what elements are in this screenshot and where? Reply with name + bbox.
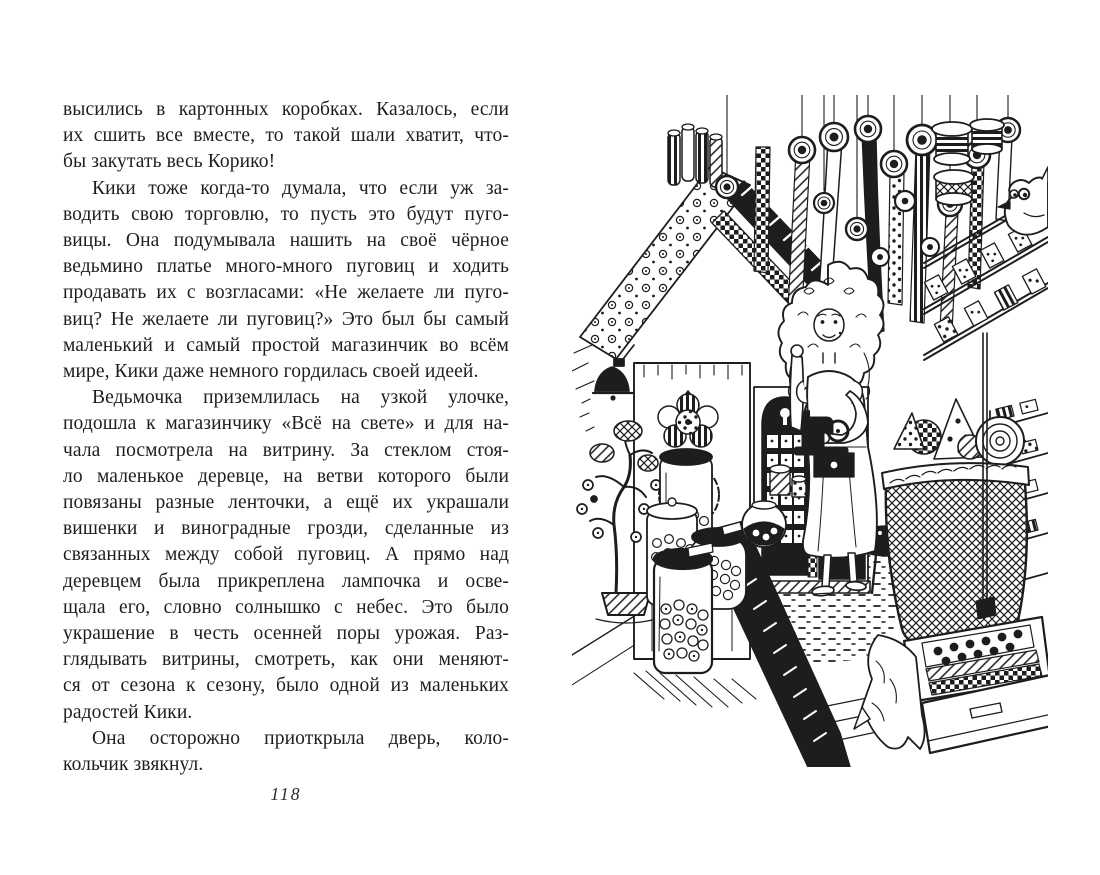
bobbin bbox=[895, 191, 915, 211]
fabric-tray bbox=[854, 617, 1048, 753]
bobbin bbox=[789, 137, 815, 163]
shop-illustration bbox=[572, 95, 1048, 767]
text-line: вишенки и виноградные грозди, сделанные из bbox=[63, 518, 509, 540]
bobbin bbox=[820, 123, 848, 151]
text-line: радостей Кики. bbox=[63, 701, 193, 723]
bobbin bbox=[814, 193, 834, 213]
text-line: украшение в честь осенней поры урожая. Раз- bbox=[63, 623, 509, 645]
text-line: подошла к магазинчику «Всё на свете» и для на- bbox=[63, 413, 509, 435]
text-line: продавать их с возгласами: «Не желаете ли пуго- bbox=[63, 282, 509, 304]
text-line: ведьмино платье много-много пуговиц и ходить bbox=[63, 256, 509, 278]
text-line: связанных между собой пуговиц. А прямо над bbox=[63, 544, 509, 566]
text-line: деревцем была прикреплена лампочка и осве- bbox=[63, 570, 509, 592]
text-line: чала посмотрела на витрину. За стеклом стоя- bbox=[63, 439, 509, 461]
thread-spools bbox=[932, 119, 1004, 205]
text-column bbox=[63, 97, 509, 778]
text-line: вицы. Она подумывала нашить на своё чёрное bbox=[63, 230, 509, 252]
text-line: глядывать витрины, смотреть, как они меняют- bbox=[63, 649, 509, 671]
text-line: Кики тоже когда-то думала, что если уж за- bbox=[92, 177, 509, 199]
text-line: ся от сезона к сезону, было одной из маленьких bbox=[63, 675, 509, 697]
text-line: водить свою торговлю, то пусть это будут пуго- bbox=[63, 203, 509, 225]
bobbin bbox=[871, 248, 889, 266]
bobbin bbox=[716, 176, 738, 198]
text-line: кольчик звякнул. bbox=[63, 754, 204, 776]
bobbin bbox=[855, 116, 881, 142]
fabric-bolts bbox=[668, 124, 722, 187]
bobbin bbox=[921, 238, 939, 256]
text-line: мире, Кики даже немного гордилась своей идеей. bbox=[63, 361, 479, 383]
text-line: Ведьмочка приземлилась на узкой улочке, bbox=[92, 387, 509, 409]
text-line: их сшить все вместе, то такой шали хватит, что- bbox=[63, 125, 509, 147]
text-line: высились в картонных коробках. Казалось, если bbox=[63, 99, 509, 120]
bobbin bbox=[846, 218, 868, 240]
text-line: бы закутать весь Корико! bbox=[63, 151, 276, 173]
text-line: щала его, словно солнышко с небес. Это было bbox=[63, 596, 509, 618]
page-number: 118 bbox=[270, 784, 302, 804]
woven-basket bbox=[882, 399, 1029, 643]
text-line: маленький и самый простой магазинчик во всём bbox=[63, 334, 509, 356]
text-line: ло маленькое деревце, на ветви которого были bbox=[63, 465, 509, 487]
text-line: виц? Не желаете ли пуговиц?» Это был бы самый bbox=[63, 308, 509, 330]
text-line: Она осторожно приоткрыла дверь, коло- bbox=[92, 727, 509, 749]
bobbin bbox=[881, 151, 907, 177]
text-line: повязаны разные ленточки, а ещё их украшали bbox=[63, 492, 509, 514]
